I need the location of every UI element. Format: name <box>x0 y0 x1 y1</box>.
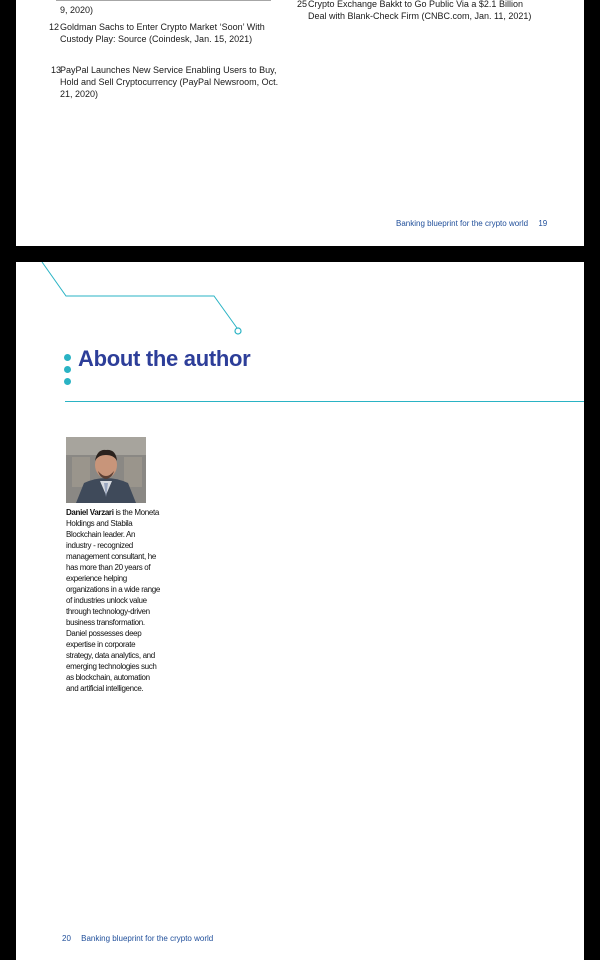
footer-page-number: 20 <box>62 934 71 943</box>
divider <box>65 401 584 402</box>
heading-dots-icon <box>64 354 72 390</box>
reference-item <box>49 21 289 45</box>
author-bio-text: is the Moneta Holdings and Stabila Blockchain leader. An industry - recognized management consultant, he has more than 20 years of experience helping organizations in a wide range of industries unlock value through technology-driven business transformation. Daniel possesses deep expertise in corporate strategy, data analytics, and emerging technologies such as blockchain, automation and artificial intelligence. <box>66 508 160 693</box>
decorative-line-graphic <box>16 262 584 352</box>
author-bio <box>66 507 162 694</box>
author-photo <box>66 437 146 503</box>
footer-title: Banking blueprint for the crypto world <box>81 934 214 943</box>
cut-off-text-fragment <box>44 0 284 2</box>
footer-page-number: 19 <box>538 219 548 228</box>
page-title: About the author <box>78 346 251 371</box>
reference-text: PayPal Launches New Service Enabling Users to Buy, Hold and Sell Cryptocurrency (PayPal Newsroom, Oct. 21, 2020) <box>60 65 279 99</box>
previous-page <box>16 0 584 246</box>
reference-cutoff-line <box>44 0 284 2</box>
reference-number: 25 <box>297 0 308 9</box>
about-author-page <box>16 262 584 960</box>
reference-item <box>297 0 537 22</box>
page-footer <box>396 219 547 228</box>
footer-title: Banking blueprint for the crypto world <box>396 219 529 228</box>
reference-number: 13 <box>51 65 62 75</box>
reference-text: Goldman Sachs to Enter Crypto Market ‘Soon’ With Custody Play: Source (Coindesk, Jan. 15, 2021) <box>60 22 265 44</box>
author-name: Daniel Varzari <box>66 508 114 517</box>
reference-continuation: 9, 2020) <box>60 5 94 15</box>
reference-text: Crypto Exchange Bakkt to Go Public Via a $2.1 Billion Deal with Blank-Check Firm (CNBC.com, Jan. 11, 2021) <box>308 0 532 21</box>
reference-item <box>51 64 291 100</box>
page-footer <box>62 934 213 943</box>
reference-number: 12 <box>49 22 60 32</box>
